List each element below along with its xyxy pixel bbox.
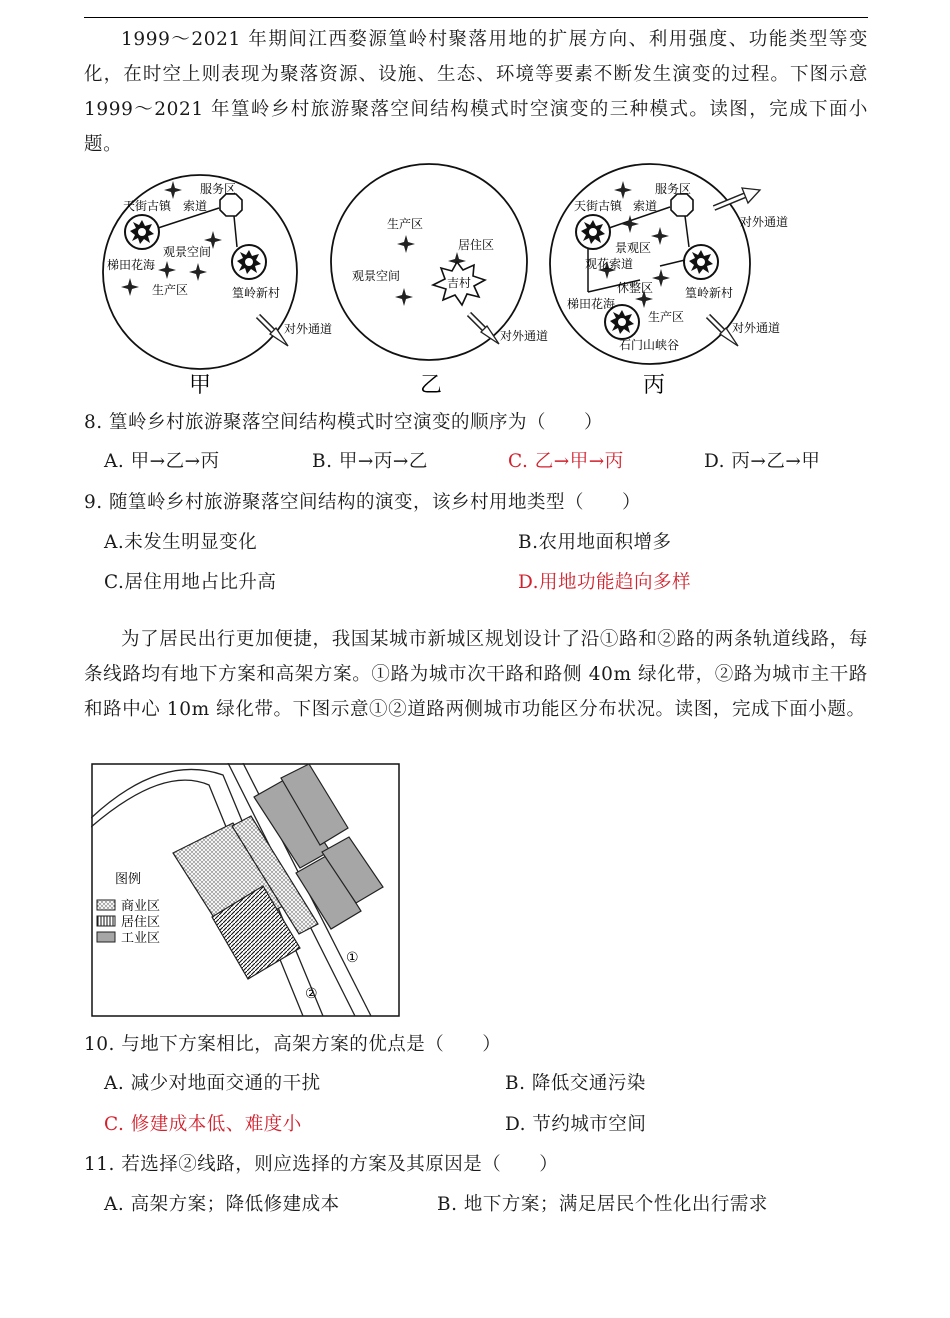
yi-label-residential: 居住区 xyxy=(458,238,495,252)
figure-settlement-models xyxy=(84,158,868,398)
yi-label-exit: 对外通道 xyxy=(500,329,549,343)
yi-label-production: 生产区 xyxy=(387,217,424,231)
question-9: 9. 随篁岭乡村旅游聚落空间结构的演变，该乡村用地类型（ ） xyxy=(84,492,642,513)
bing-label-landscape: 景观区 xyxy=(615,241,652,255)
road-2-label: ② xyxy=(305,986,318,1002)
bing-label-shimen: 石门山峡谷 xyxy=(619,338,680,352)
q11-option-a[interactable]: A. 高架方案；降低修建成本 xyxy=(104,1194,340,1215)
q8-option-c[interactable]: C. 乙→甲→丙 xyxy=(508,451,624,472)
yi-label-view: 观景空间 xyxy=(352,269,401,283)
bing-label-newvillage: 篁岭新村 xyxy=(685,286,734,300)
road-1-label: ① xyxy=(346,950,359,966)
passage-2: 为了居民出行更加便捷，我国某城市新城区规划设计了沿①路和②路的两条轨道线路，每条线路均有地下方案和高架方案。①路为城市次干路和路侧 40m 绿化带，②路为城市主干路和路中心 10m 绿化带。下图示意①②道路两侧城市功能区分布状况。读图，完成下面小题。 xyxy=(84,629,868,720)
q10-option-b[interactable]: B. 降低交通污染 xyxy=(505,1073,646,1094)
jia-label-tianjie: 天街古镇 xyxy=(123,199,172,213)
bing-label-production: 生产区 xyxy=(648,310,685,324)
model-jia xyxy=(103,175,332,398)
q9-option-b[interactable]: B.农用地面积增多 xyxy=(518,532,672,553)
caption-bing: 丙 xyxy=(642,373,666,398)
q8-option-d[interactable]: D. 丙→乙→甲 xyxy=(704,451,821,472)
caption-jia: 甲 xyxy=(188,373,212,398)
bing-label-exit2: 对外通道 xyxy=(732,321,781,335)
figure-road-map xyxy=(91,763,401,1018)
q8-option-b[interactable]: B. 甲→丙→乙 xyxy=(312,451,428,472)
question-10: 10. 与地下方案相比，高架方案的优点是（ ） xyxy=(84,1034,502,1055)
bing-label-service: 服务区 xyxy=(655,182,692,196)
bing-label-rest: 休整区 xyxy=(617,281,654,295)
question-8: 8. 篁岭乡村旅游聚落空间结构模式时空演变的顺序为（ ） xyxy=(84,412,604,433)
question-11: 11. 若选择②线路，则应选择的方案及其原因是（ ） xyxy=(84,1154,559,1175)
legend-residential: 居住区 xyxy=(121,915,161,930)
jia-label-terrace: 梯田花海 xyxy=(107,258,156,272)
model-bing xyxy=(550,164,788,398)
q9-option-c[interactable]: C.居住用地占比升高 xyxy=(104,572,277,593)
legend-commercial: 商业区 xyxy=(121,899,161,914)
yi-label-jicun: 吉村 xyxy=(447,276,472,290)
bing-label-cable: 索道 xyxy=(633,199,658,213)
q11-option-b[interactable]: B. 地下方案；满足居民个性化出行需求 xyxy=(437,1194,768,1215)
jia-label-exit: 对外通道 xyxy=(284,322,333,336)
bing-label-flower-cable: 观花索道 xyxy=(585,257,634,271)
header-rule xyxy=(84,17,868,18)
q9-option-a[interactable]: A.未发生明显变化 xyxy=(104,532,258,553)
bing-label-tianjie: 天街古镇 xyxy=(574,199,623,213)
q9-option-d[interactable]: D.用地功能趋向多样 xyxy=(518,572,692,593)
jia-label-view: 观景空间 xyxy=(163,245,212,259)
jia-label-cable: 索道 xyxy=(183,199,208,213)
legend-industrial: 工业区 xyxy=(121,931,161,946)
q10-option-d[interactable]: D. 节约城市空间 xyxy=(505,1114,647,1135)
model-yi xyxy=(331,164,548,398)
caption-yi: 乙 xyxy=(419,373,443,398)
q10-option-c[interactable]: C. 修建成本低、难度小 xyxy=(104,1114,302,1135)
legend-title: 图例 xyxy=(115,872,142,887)
bing-label-exit1: 对外通道 xyxy=(740,215,789,229)
bing-label-terrace: 梯田花海 xyxy=(567,297,616,311)
jia-label-newvillage: 篁岭新村 xyxy=(232,286,281,300)
q10-option-a[interactable]: A. 减少对地面交通的干扰 xyxy=(104,1073,321,1094)
q8-option-a[interactable]: A. 甲→乙→丙 xyxy=(104,451,220,472)
passage-1: 1999～2021 年期间江西婺源篁岭村聚落用地的扩展方向、利用强度、功能类型等变化，在时空上则表现为聚落资源、设施、生态、环境等要素不断发生演变的过程。下图示意 1999～2021 年篁岭乡村旅游聚落空间结构模式时空演变的三种模式。读图，完成下面小题。 xyxy=(84,29,868,155)
jia-label-service: 服务区 xyxy=(200,182,237,196)
jia-label-production: 生产区 xyxy=(152,283,189,297)
